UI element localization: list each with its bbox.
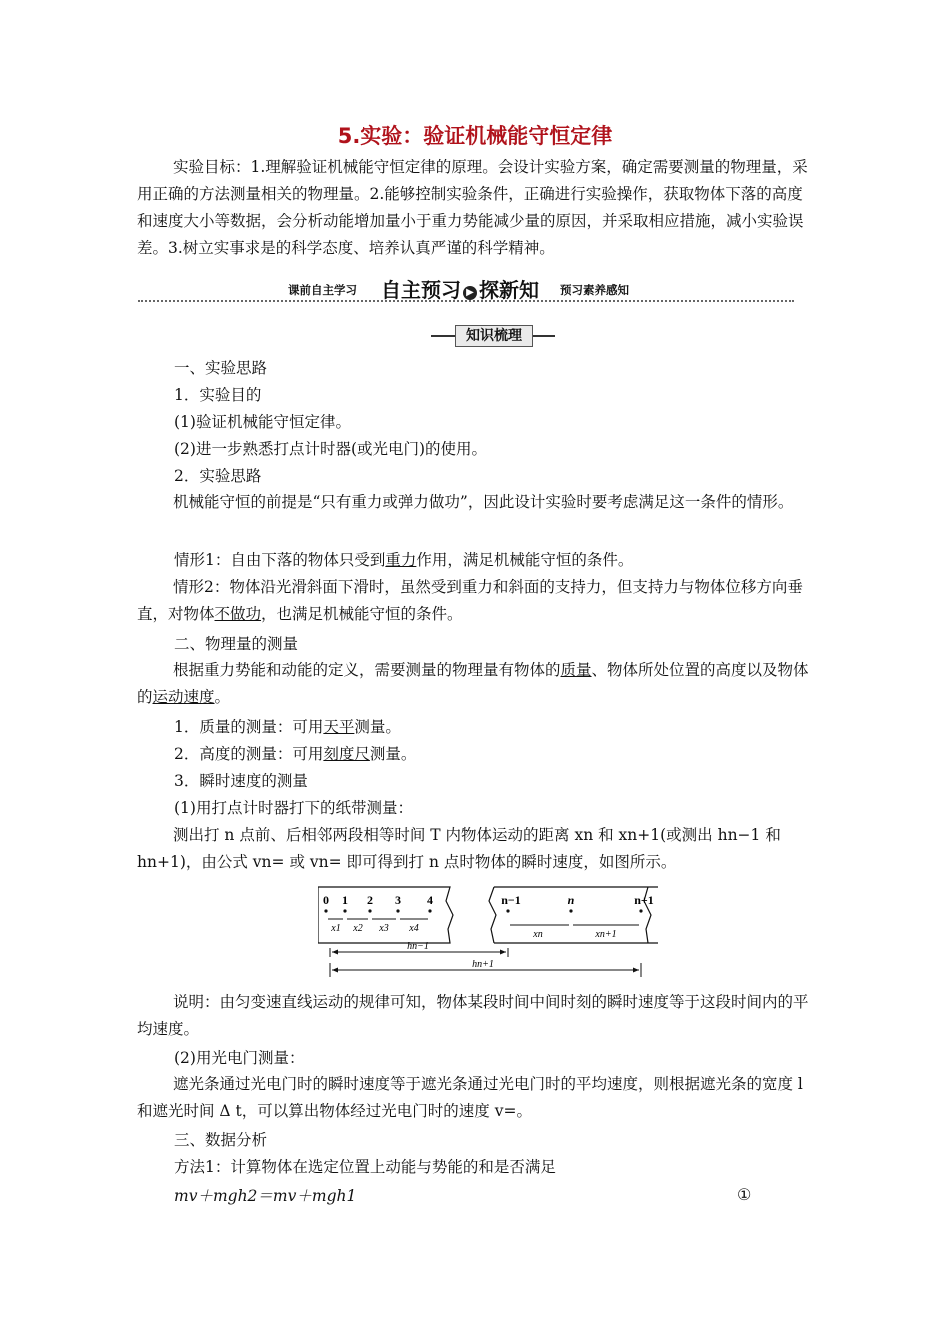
segment-xn+1: xn+1 — [595, 929, 617, 940]
case-1-answer: 重力 — [385, 551, 417, 569]
equation-1: mv＋mgh2＝mv＋mgh1 — [174, 1187, 357, 1205]
gate-method-heading: (2)用光电门测量： — [174, 1049, 305, 1067]
banner-main — [381, 274, 539, 303]
segment-x1: x1 — [331, 923, 341, 934]
segment-x3: x3 — [379, 923, 389, 934]
arrow-right-icon: ▶ — [463, 286, 477, 300]
case-2-text: 情形2：物体沿光滑斜面下滑时，虽然受到重力和斜面的支持力，但支持力与物体位移方向垂直，对物体 — [137, 578, 803, 623]
segment-xn: xn — [533, 929, 543, 940]
segment-x2: x2 — [353, 923, 363, 934]
tick-label-n: n — [567, 893, 575, 907]
method-1: 方法1：计算物体在选定位置上动能与势能的和是否满足 — [174, 1158, 556, 1176]
definition-answer-speed: 运动速度 — [152, 688, 215, 706]
tick-label-4: 4 — [427, 893, 433, 907]
case-1-text: 情形1：自由下落的物体只受到 — [174, 551, 386, 569]
section-banner — [138, 274, 794, 304]
case-1-text-end: 作用，满足机械能守恒的条件。 — [416, 551, 634, 569]
height-text: 2．高度的测量：可用 — [174, 745, 324, 763]
height-text-end: 测量。 — [369, 745, 417, 763]
height-label-n-1: hn−1 — [407, 941, 429, 952]
segment-x4: x4 — [409, 923, 419, 934]
heading-data-analysis: 三、数据分析 — [174, 1131, 268, 1149]
definition-text-end: 。 — [214, 688, 231, 706]
tick-label-n-1: n−1 — [501, 893, 521, 907]
note-paragraph: 说明：由匀变速直线运动的规律可知，物体某段时间中间时刻的瞬时速度等于这段时间内的平均速度。 — [137, 993, 809, 1038]
banner-left-text: 课前自主学习 — [288, 283, 357, 297]
equation-number: ① — [737, 1185, 752, 1204]
banner-main-1: 自主预习 — [381, 278, 461, 302]
paper-tape-figure — [318, 885, 658, 981]
heading-purpose: 1．实验目的 — [174, 386, 262, 404]
case-2-answer: 不做功 — [214, 605, 262, 623]
tick-label-0: 0 — [323, 893, 329, 907]
tick-label-3: 3 — [395, 893, 401, 907]
section-label-box — [431, 325, 555, 347]
tape-paragraph: 测出打 n 点前、后相邻两段相等时间 T 内物体运动的距离 xn 和 xn+1(或测出 hn−1 和 hn+1)，由公式 vn= 或 vn= 即可得到打 n 点时物体的瞬时速度，如图所示。 — [137, 826, 781, 871]
tape-method-heading: (1)用打点计时器打下的纸带测量： — [174, 799, 413, 817]
height-answer: 刻度尺 — [323, 745, 370, 763]
purpose-item-2: (2)进一步熟悉打点计时器(或光电门)的使用。 — [174, 440, 488, 458]
banner-right-text: 预习素养感知 — [560, 283, 629, 297]
height-measurement — [174, 744, 416, 764]
case-2 — [137, 574, 817, 628]
heading-idea: 2．实验思路 — [174, 467, 262, 485]
gate-paragraph: 遮光条通过光电门时的瞬时速度等于遮光条通过光电门时的平均速度，则根据遮光条的宽度 l 和遮光时间 Δ t，可以算出物体经过光电门时的速度 v=。 — [137, 1075, 803, 1120]
banner-divider — [138, 300, 794, 302]
height-label-n+1: hn+1 — [472, 959, 494, 970]
mass-answer: 天平 — [323, 718, 355, 736]
mass-text-end: 测量。 — [354, 718, 401, 736]
case-2-text-end: ，也满足机械能守恒的条件。 — [261, 605, 463, 623]
purpose-item-1: (1)验证机械能守恒定律。 — [174, 413, 351, 431]
tick-label-1: 1 — [342, 893, 348, 907]
heading-instant-speed: 3．瞬时速度的测量 — [174, 772, 308, 790]
definition-answer-mass: 质量 — [560, 661, 592, 679]
definition-text-mid: 、物体所处位置的高度以及物体的 — [137, 661, 809, 706]
tick-label-n+1: n+1 — [634, 893, 654, 907]
premise-paragraph: 机械能守恒的前提是“只有重力或弹力做功”，因此设计实验时要考虑满足这一条件的情形。 — [173, 493, 794, 511]
mass-text: 1．质量的测量：可用 — [174, 718, 324, 736]
tick-label-2: 2 — [367, 893, 373, 907]
case-1 — [174, 550, 633, 570]
definition-text: 根据重力势能和动能的定义，需要测量的物理量有物体的 — [173, 661, 561, 679]
objective-paragraph: 实验目标：1.理解验证机械能守恒定律的原理。会设计实验方案，确定需要测量的物理量，采用正确的方法测量相关的物理量。2.能够控制实验条件，正确进行实验操作，获取物体下落的高度和速度大小等数据，会分析动能增加量小于重力势能减少量的原因，并采取相应措施，减小实验误差。3.树立实事求是的科学态度、培养认真严谨的科学精神。 — [137, 158, 808, 257]
definition-paragraph — [137, 657, 817, 711]
heading-experiment-idea: 一、实验思路 — [174, 359, 268, 377]
page-title: 5.实验：验证机械能守恒定律 — [337, 124, 613, 148]
banner-main-2: 探新知 — [479, 278, 539, 302]
heading-measurement: 二、物理量的测量 — [174, 635, 299, 653]
mass-measurement — [174, 717, 401, 737]
section-label: 知识梳理 — [455, 325, 533, 347]
